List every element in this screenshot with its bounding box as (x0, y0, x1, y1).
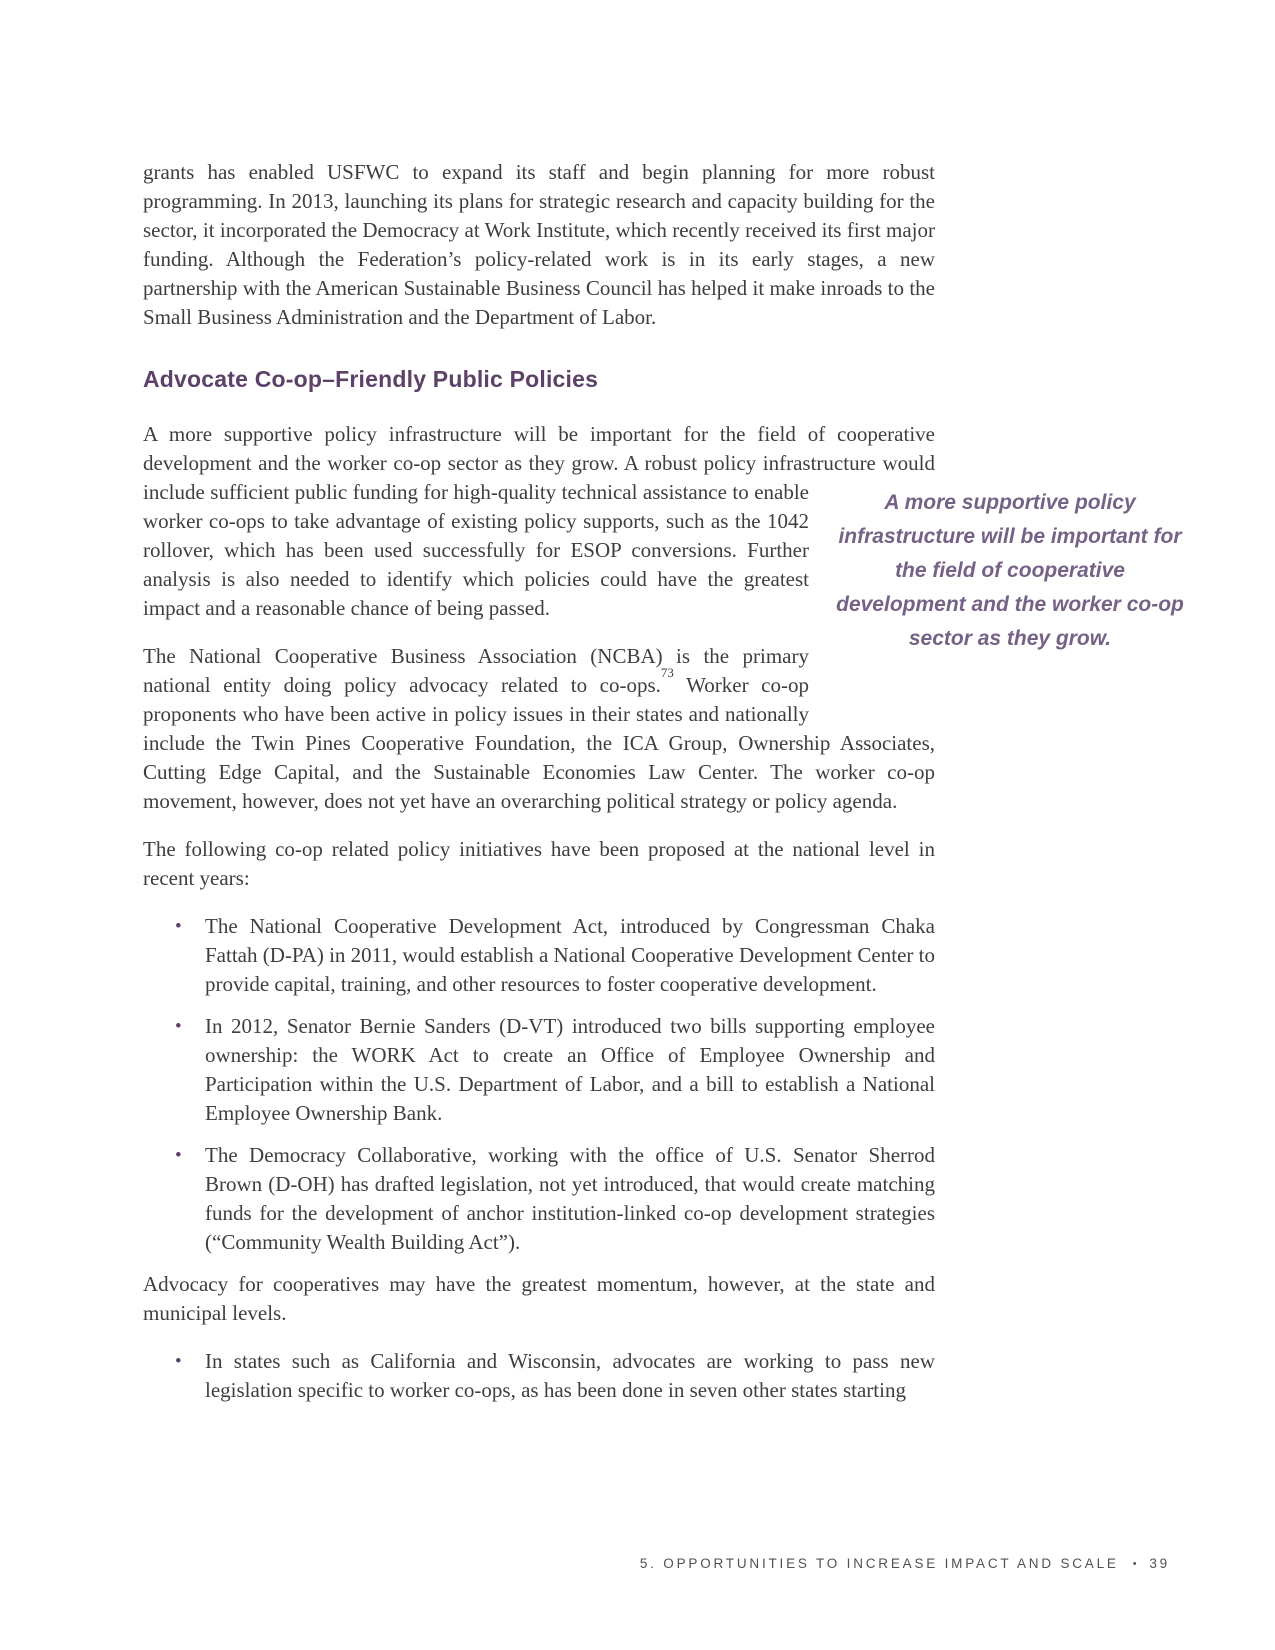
bullet-icon: • (175, 916, 182, 937)
pull-quote: A more supportive policy infrastructure will be important for the field of cooperative development and the worker co-op sector as they grow. (836, 491, 1184, 650)
policy-paragraph-start: A more supportive policy infrastructure will be important for the field of cooperative development and the worker co-op sector as they grow. A robust policy infrastructure (143, 422, 935, 475)
list-item-text: In 2012, Senator Bernie Sanders (D-VT) introduced two bills supporting employee ownership: the WORK Act to create an Office of Employee Ownership and Participation within the U.S. Department of Labor, and a bill to establish a National Employee Ownership Bank. (205, 1014, 935, 1125)
footer-separator-icon: • (1132, 1558, 1140, 1570)
ncba-paragraph (143, 642, 935, 816)
state-initiatives-list (143, 1347, 935, 1405)
section-heading: Advocate Co-op–Friendly Public Policies (143, 366, 599, 392)
bullet-icon: • (175, 1016, 182, 1037)
ncba-paragraph-text: The National Cooperative Business Association (NCBA) is the primary national entity doing policy advocacy related to co-ops. (143, 644, 809, 697)
page-content (143, 158, 1184, 1418)
national-initiatives-list (143, 912, 935, 1257)
bullet-icon: • (175, 1351, 182, 1372)
page-number: 39 (1149, 1556, 1170, 1571)
list-item-text: In states such as California and Wisconsin, advocates are working to pass new legislation specific to worker co-ops, as has been done in seven other states starting (205, 1349, 935, 1402)
ncba-paragraph-text-continued: Worker co-op proponents who have been active in policy issues in their states and nationally include the Twin Pines Cooperative Foundation, the ICA Group, Ownership Associates, Cutting Edge Capital, and the Sustainable Economies Law Center. The worker co-op movement, however, does not yet have an overarching political strategy or policy agenda. (143, 673, 935, 813)
list-item-text: The Democracy Collaborative, working with the office of U.S. Senator Sherrod Brown (D-OH) has drafted legislation, not yet introduced, that would create matching funds for the development of anchor institution-linked co-op development strategies (“Community Wealth Building Act”). (205, 1143, 935, 1254)
list-item (143, 1012, 935, 1128)
footer-section-label: 5. OPPORTUNITIES TO INCREASE IMPACT AND SCALE (639, 1556, 1119, 1571)
list-item-text: The National Cooperative Development Act, introduced by Congressman Chaka Fattah (D-PA) in 2011, would establish a National Cooperative Development Center to provide capital, training, and other resources to foster cooperative development. (205, 914, 935, 996)
footnote-reference: 73 (660, 665, 674, 680)
bullet-icon: • (175, 1145, 182, 1166)
page-footer (640, 1556, 1170, 1571)
intro-paragraph: grants has enabled USFWC to expand its staff and begin planning for more robust programming. In 2013, launching its plans for strategic research and capacity building for the sector, it incorporated the Democracy at Work Institute, which recently received its first major funding. Although the Federation’s policy-related work is in its early stages, a new partnership with the American Sustainable Business Council has helped it make inroads to the Small Business Administration and the Department of Labor. (143, 160, 935, 329)
initiatives-intro-paragraph: The following co-op related policy initiatives have been proposed at the national level in recent years: (143, 837, 935, 890)
list-item (143, 1347, 935, 1405)
policy-paragraph-rest: would include sufficient public funding for high-quality technical assistance to enable worker co-ops to take advantage of existing policy supports, such as the 1042 rollover, which has been used successfully for ESOP conversions. Further analysis is also needed to identify which policies could have the greatest impact and a reasonable chance of being passed. (143, 451, 935, 620)
list-item (143, 912, 935, 999)
list-item (143, 1141, 935, 1257)
state-advocacy-paragraph: Advocacy for cooperatives may have the greatest momentum, however, at the state and municipal levels. (143, 1272, 935, 1325)
policy-paragraph (143, 420, 1184, 650)
